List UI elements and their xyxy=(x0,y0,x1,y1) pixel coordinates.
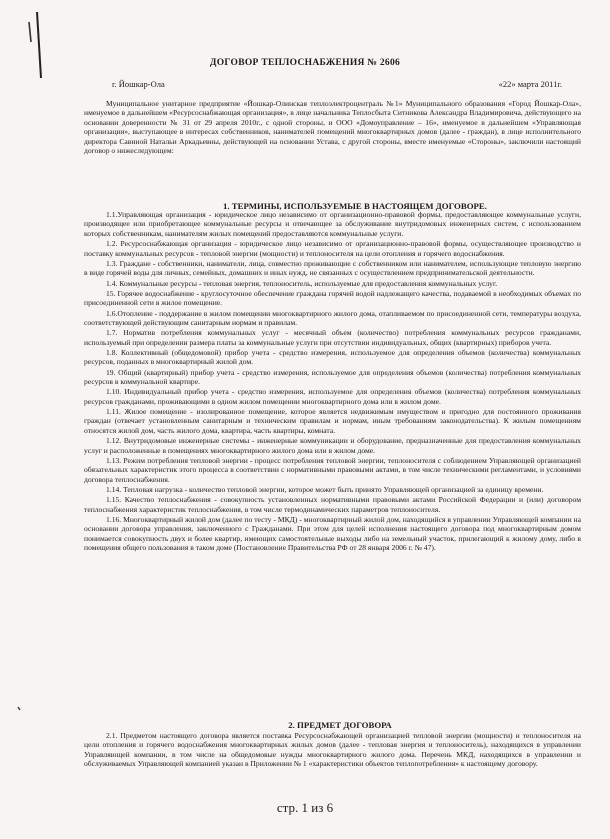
intro-paragraph xyxy=(84,99,581,155)
term-item: 1.11. Жилое помещение - изолированное помещение, которое является недвижимым имуществом и пригодно для постоянного проживания граждан (отвечает установленным санитарным и техническим правилам и нормам, иным требованиям законодательства). К жилым помещениям относятся жилой дом, часть жилого дома, квартира, часть квартиры, комната. xyxy=(84,407,581,435)
term-item: 19. Общий (квартирный) прибор учета - средство измерения, используемое для определения объемов (количества) потребления коммунальных ресурсов в коммунальной квартире. xyxy=(84,367,581,387)
term-item: 1.7. Норматив потребления коммунальных услуг - месячный объем (количество) потребления коммунальных ресурсов гражданами, используемый при определении размера платы за коммунальные услуги при отсутствии индивидуальных, общих (квартирных) приборов учета. xyxy=(84,328,581,347)
document-city: г. Йошкар-Ола xyxy=(112,79,165,89)
section-2-heading: 2. ПРЕДМЕТ ДОГОВОРА xyxy=(288,720,392,730)
pen-mark xyxy=(29,22,31,42)
section-1-heading: 1. ТЕРМИНЫ, ИСПОЛЬЗУЕМЫЕ В НАСТОЯЩЕМ ДОГОВОРЕ. xyxy=(223,201,487,211)
term-item: 1.1.Управляющая организация - юридическое лицо независимо от организационно-правовой формы, предоставляющее коммунальные услуги, производящее или приобретающее коммунальные ресурсы и отвечающее за обслуживание внутридомовых инженерных систем, с использованием которых собственникам, нанимателям жилых помещений предоставляются коммунальные услуги. xyxy=(84,210,581,238)
term-item: 1.2. Ресурсоснабжающая организация - юридическое лицо независимо от организационно-правовой формы, осуществляющее производство и поставку коммунальных ресурсов - тепловой энергии (мощности) и теплоносителя на цели отопления и горячего водоснабжения. xyxy=(84,239,581,258)
page-number: стр. 1 из 6 xyxy=(276,800,334,815)
section-2-body xyxy=(84,731,581,769)
term-item: 1.8. Коллективный (общедомовой) прибор учета - средство измерения, используемое для определения объемов (количества) коммунальных ресурсов, поданных в многоквартирный жилой дом. xyxy=(84,347,581,367)
term-item: 1.3. Граждане - собственники, наниматели, лица, совместно проживающие с собственником или нанимателем, использующие тепловую энергию в виде горячей воды для личных, семейных, домашних и иных нужд, не связанных с осуществлением предпринимательской деятельности. xyxy=(84,258,581,278)
term-item: 1.14. Тепловая нагрузка - количество тепловой энергии, которое может быть принято Управляющей организацией за единицу времени. xyxy=(106,484,544,494)
term-item: 1.10. Индивидуальный прибор учета - средство измерения, используемое для определения объемов (количества) потребления коммунальных ресурсов гражданами, проживающими в одном жилом помещении многоквартирного дома или в жилом доме. xyxy=(84,387,581,406)
term-item: 1.12. Внутридомовые инженерные системы - инженерные коммуникации и оборудование, предназначенные для предоставления коммунальных услуг и расположенные в помещениях многоквартирного жилого дома или в жилом доме. xyxy=(84,436,581,455)
term-item: 1.15. Качество теплоснабжения - совокупность установленных нормативными правовыми актами Российской Федерации и (или) договором теплоснабжения характеристик теплоснабжения, в том числе термодинамических параметров теплоносителя. xyxy=(84,495,581,514)
term-item: 1.6.Отопление - поддержание в жилом помещении многоквартирного жилого дома, отапливаемом по присоединенной сети, температуры воздуха, соответствующей действующим санитарным нормам и правилам. xyxy=(84,308,581,327)
document-date: «22» марта 2011г. xyxy=(498,79,562,89)
term-item: 1.4. Коммунальные ресурсы - тепловая энергия, теплоноситель, используемые для предоставления коммунальных услуг. xyxy=(106,278,498,288)
intro-text: Муниципальное унитарное предприятие «Йошкар-Олинская теплоэлектроцентраль №1» Муниципального образования «Город Йошкар-Ола», именуемое в дальнейшем «Ресурсоснабжающая организация», в лице начальника Теплосбыта Ситникова Александра Владимировича, действующего на основании доверенности № 31 от 29 апреля 2010г., с одной стороны, и ООО «Домоуправление – 16», именуемое в дальнейшем «Управляющая организация», выступающее в интересах собственников, нанимателей помещений многоквартирных домов (далее - граждан), в лице исполнительного директора Савиной Натальи Аркадьевны, действующей на основании Устава, с другой стороны, вместе именуемые «Стороны», заключили настоящий договор о нижеследующем: xyxy=(84,99,581,156)
pen-mark xyxy=(18,707,20,710)
document-title: ДОГОВОР ТЕПЛОСНАБЖЕНИЯ № 2606 xyxy=(209,58,401,68)
term-item: 1.13. Режим потребления тепловой энергии - процесс потребления тепловой энергии, теплоносителя с соблюдением Управляющей организацией обязательных характеристик этого процесса в соответствии с нормативными правовыми актами, в том числе техническими регламентами, и условиями договора теплоснабжения. xyxy=(84,455,581,484)
pen-mark xyxy=(37,12,41,78)
term-item: 1.16. Многоквартирный жилой дом (далее по тесту - МКД) - многоквартирный жилой дом, находящийся в управлении Управляющей компании на основании договора управления, заключенного с Гражданами. При этом для целей исполнения настоящего договора под многоквартирным домом понимается совокупность двух и более квартир, имеющих самостоятельные выходы либо на земельный участок, прилегающий к жилому дому, либо в помещения общего пользования в таком доме (Постановление Правительства РФ от 28 января 2006 г. № 47). xyxy=(84,514,581,553)
term-item: 15. Горячее водоснабжение - круглосуточное обеспечение гражданa горячей водой надлежащего качества, подаваемой в необходимых объемах по присоединенной сети в жилое помещение. xyxy=(84,288,581,308)
section-1-body xyxy=(84,210,581,553)
subject-paragraph: 2.1. Предметом настоящего договора является поставка Ресурсоснабжающей организацией тепловой энергии (мощности) и теплоносителя на цели отопления и горячего водоснабжения многоквартирных жилых домов (далее - тепловая энергия и теплоноситель), находящихся в управлении Управляющей компании, в том числе на общедомовые нужды многоквартирного жилого дома. Перечень МКД, находящихся в управлении и обслуживаемых Управляющей компанией указан в Приложении № 1 «характеристики объектов теплопотребления» к настоящему договору. xyxy=(84,731,581,769)
